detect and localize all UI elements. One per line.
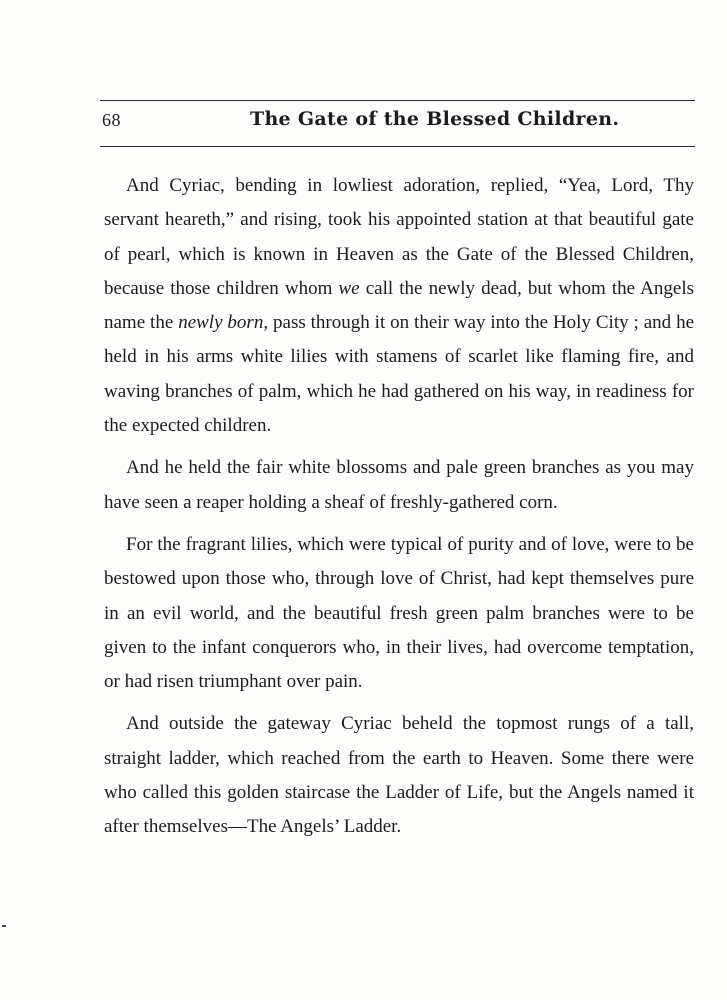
running-header: [100, 108, 695, 136]
paragraph-1-part-2: call the newly dead, but whom the Angels name the: [104, 277, 694, 334]
paragraph-1: [104, 169, 694, 443]
paragraph-3: For the fragrant lilies, which were typical of purity and of love, were to be bestowed upon those who, through love of Christ, had kept themselves pure in an evil world, and the beautiful fresh green palm branches were to be given to the infant conquerors who, in their lives, had overcome temptation, or had risen triumphant over pain.: [104, 533, 694, 693]
paragraph-1-part-1: And Cyriac, bending in lowliest adoration, replied, “Yea, Lord, Thy servant heareth,” and rising, took his appointed station at that beautiful gate of pearl, which is known in Heaven as the Gate of the Blessed Children, because those children whom: [104, 175, 694, 299]
margin-mark: [2, 925, 6, 927]
header-bottom-rule: [100, 146, 695, 147]
paragraph-4: And outside the gateway Cyriac beheld the topmost rungs of a tall, straight ladder, which reached from the earth to Heaven. Some there were who called this golden staircase the Ladder of Life, but the Angels named it after themselves—The Angels’ Ladder.: [104, 713, 694, 838]
running-title: The Gate of the Blessed Children.: [250, 108, 620, 130]
paragraph-1-part-3: pass through it on their way into the Holy City ; and he held in his arms white lilies with stamens of scarlet like flaming fire, and waving branches of palm, which he had gathered on his way, in readiness for the expected children.: [104, 312, 695, 437]
body-text: [104, 169, 694, 853]
page-number: 68: [102, 110, 121, 130]
paragraph-2: And he held the fair white blossoms and pale green branches as you may have seen a reaper holding a sheaf of freshly-gathered corn.: [104, 457, 694, 513]
header-top-rule: [100, 100, 695, 101]
italic-newly-born: newly born,: [178, 312, 269, 334]
italic-we: we: [338, 277, 360, 299]
